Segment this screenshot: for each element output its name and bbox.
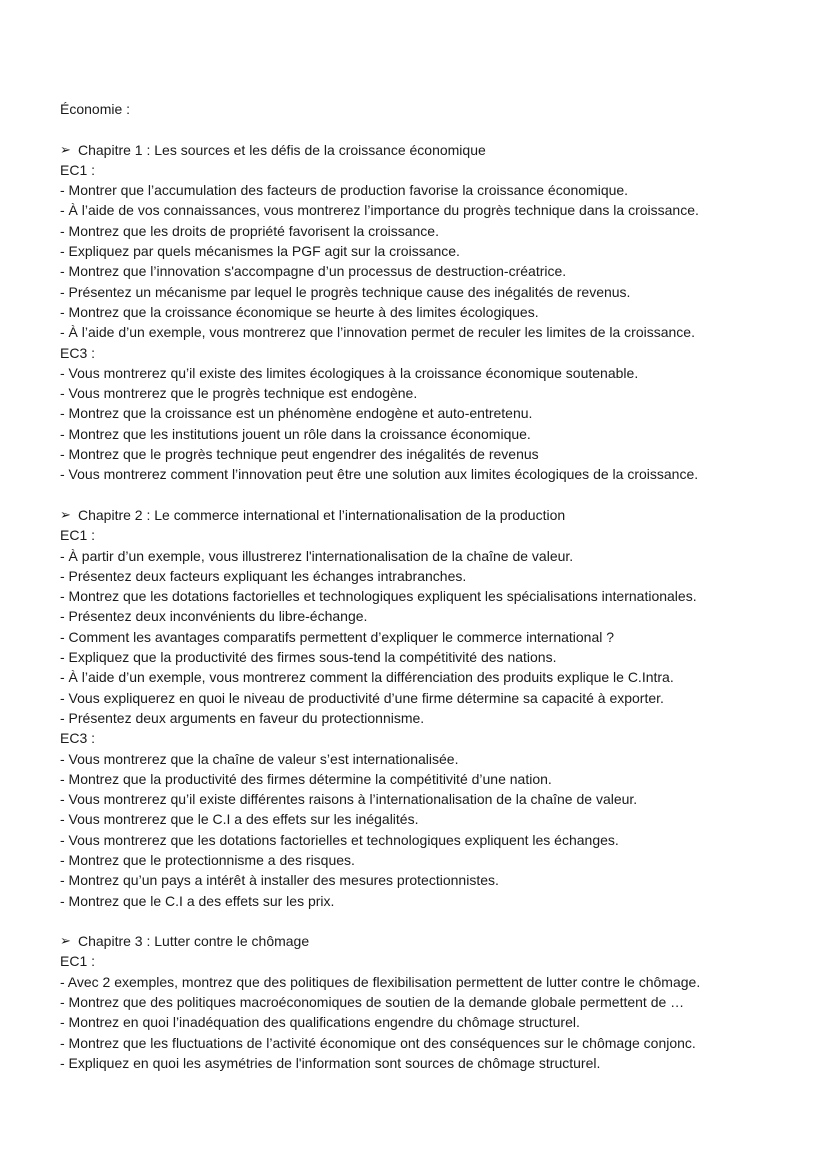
arrow-bullet-icon: ➢	[60, 933, 71, 949]
list-item: - Vous montrerez que la chaîne de valeur s’est internationalisée.	[60, 750, 459, 767]
list-item: - Comment les avantages comparatifs permettent d’expliquer le commerce international ?	[60, 628, 615, 645]
list-item: - Montrez que le C.I a des effets sur les prix.	[60, 892, 335, 909]
chapter-heading	[60, 505, 820, 525]
list-item: - Présentez deux facteurs expliquant les échanges intrabranches.	[60, 567, 467, 584]
section-label: EC1 :	[60, 953, 96, 970]
document-title: Économie :	[60, 101, 131, 117]
list-item: - À l’aide d’un exemple, vous montrerez que l’innovation permet de reculer les limites de la croissance.	[60, 324, 695, 341]
list-item: - Montrez que le protectionnisme a des risques.	[60, 851, 355, 868]
list-item: - Montrez que les dotations factorielles et technologiques expliquent les spécialisations internationales.	[60, 588, 697, 605]
list-item: - Montrez que le progrès technique peut engendrer des inégalités de revenus	[60, 446, 539, 463]
list-item: - Montrez qu’un pays a intérêt à installer des mesures protectionnistes.	[60, 872, 499, 889]
section-label: EC1 :	[60, 161, 96, 178]
list-item: - À l’aide d’un exemple, vous montrerez comment la différenciation des produits explique le C.Intra.	[60, 669, 674, 686]
list-item: - Vous montrerez que les dotations factorielles et technologiques expliquent les échanges.	[60, 831, 619, 848]
list-item: - Vous montrerez que le C.I a des effets sur les inégalités.	[60, 811, 419, 828]
chapter-list	[60, 119, 820, 1073]
list-item: - Présentez deux arguments en faveur du protectionnisme.	[60, 709, 425, 726]
list-item: - Présentez un mécanisme par lequel le progrès technique cause des inégalités de revenus.	[60, 283, 631, 300]
blank-line	[60, 485, 820, 505]
list-item: - Expliquez que la productivité des firmes sous-tend la compétitivité des nations.	[60, 649, 557, 666]
list-item: - Expliquez en quoi les asymétries de l'information sont sources de chômage structurel.	[60, 1054, 601, 1071]
section-label: EC1 :	[60, 527, 96, 544]
list-item: - Montrer que l’accumulation des facteurs de production favorise la croissance économique.	[60, 182, 629, 199]
list-item: - Montrez en quoi l’inadéquation des qualifications engendre du chômage structurel.	[60, 1014, 580, 1031]
section-label: EC3 :	[60, 344, 96, 361]
list-item: - Vous montrerez qu’il existe différentes raisons à l’internationalisation de la chaîne de valeur.	[60, 791, 638, 808]
chapter-heading	[60, 140, 820, 160]
chapter-heading-text: Chapitre 2 : Le commerce international et l’internationalisation de la production	[78, 506, 566, 523]
list-item: - Expliquez par quels mécanismes la PGF agit sur la croissance.	[60, 243, 460, 260]
list-item: - Montrez que la productivité des firmes détermine la compétitivité d’une nation.	[60, 770, 552, 787]
arrow-bullet-icon: ➢	[60, 506, 71, 522]
document-body	[60, 99, 820, 1073]
list-item: - À l’aide de vos connaissances, vous montrerez l’importance du progrès technique dans la croissance.	[60, 202, 699, 219]
list-item: - Montrez que l’innovation s'accompagne d’un processus de destruction-créatrice.	[60, 263, 567, 280]
list-item: - Montrez que des politiques macroéconomiques de soutien de la demande globale permettent de …	[60, 994, 685, 1011]
chapter-heading-text: Chapitre 1 : Les sources et les défis de la croissance économique	[78, 141, 486, 158]
list-item: - Montrez que les droits de propriété favorisent la croissance.	[60, 222, 439, 239]
list-item: - Vous montrerez qu’il existe des limites écologiques à la croissance économique soutenable.	[60, 364, 639, 381]
list-item: - Vous montrerez comment l’innovation peut être une solution aux limites écologiques de la croissance.	[60, 466, 699, 483]
list-item: - Vous montrerez que le progrès technique est endogène.	[60, 385, 418, 402]
chapter-heading	[60, 931, 820, 951]
list-item: - À partir d’un exemple, vous illustrerez l'internationalisation de la chaîne de valeur.	[60, 547, 574, 564]
list-item: - Montrez que les institutions jouent un rôle dans la croissance économique.	[60, 425, 531, 442]
list-item: - Présentez deux inconvénients du libre-échange.	[60, 608, 368, 625]
blank-line	[60, 911, 820, 931]
list-item: - Montrez que la croissance est un phénomène endogène et auto-entretenu.	[60, 405, 533, 422]
arrow-bullet-icon: ➢	[60, 141, 71, 157]
blank-line	[60, 119, 820, 139]
list-item: - Montrez que les fluctuations de l’activité économique ont des conséquences sur le chômage conjonc.	[60, 1034, 696, 1051]
list-item: - Avec 2 exemples, montrez que des politiques de flexibilisation permettent de lutter contre le chômage.	[60, 973, 701, 990]
list-item: - Montrez que la croissance économique se heurte à des limites écologiques.	[60, 303, 539, 320]
list-item: - Vous expliquerez en quoi le niveau de productivité d’une firme détermine sa capacité à exporter.	[60, 689, 664, 706]
chapter-heading-text: Chapitre 3 : Lutter contre le chômage	[78, 933, 310, 950]
section-label: EC3 :	[60, 730, 96, 747]
